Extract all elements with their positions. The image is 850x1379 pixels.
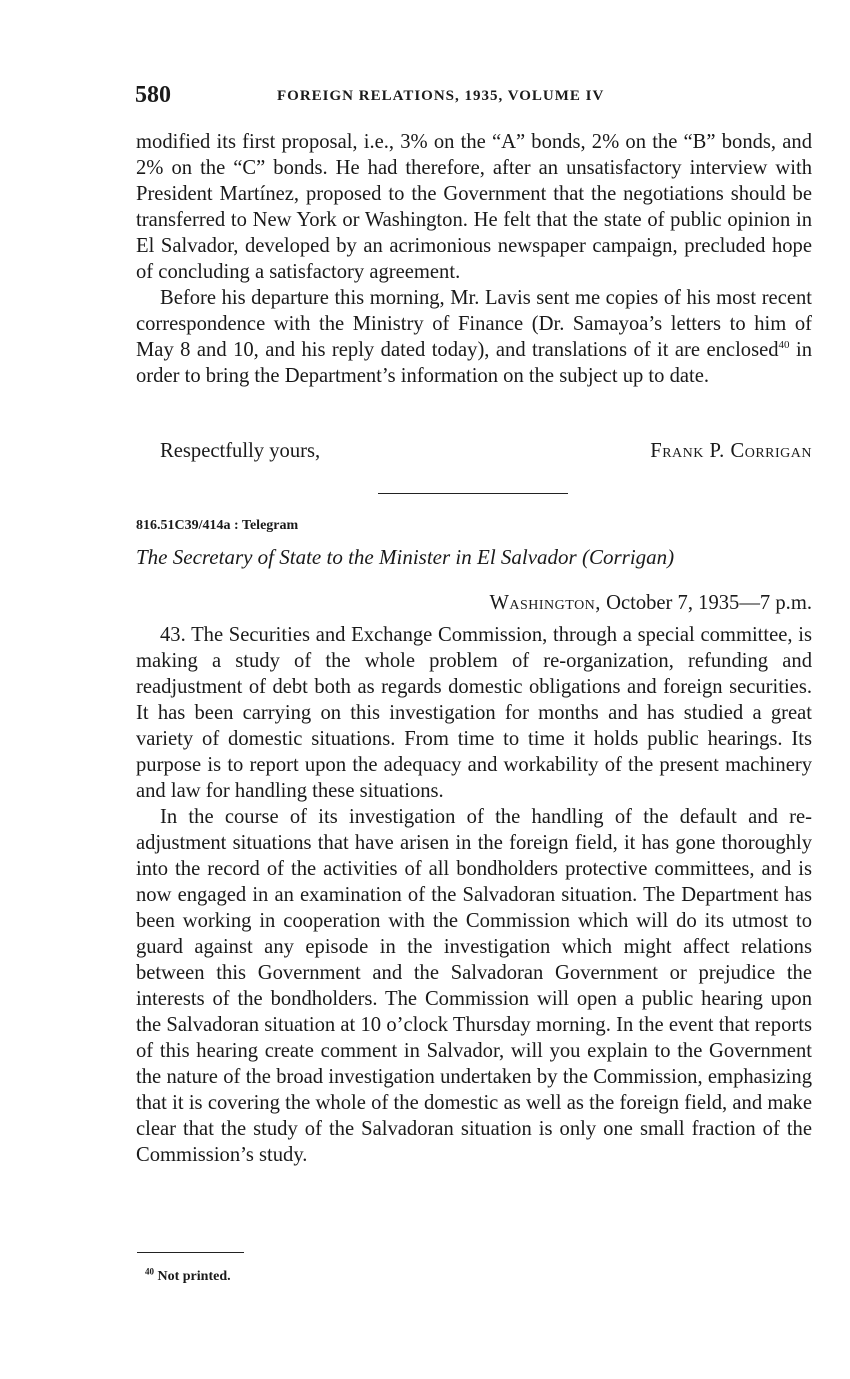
telegram-paragraph-1: 43. The Securities and Exchange Commission, through a special committee, is making a study of the whole problem of re-organization, refunding and readjustment of debt both as regards domestic obligations and foreign securities. It has been carrying on this investigation for months and has studied a great variety of domestic situations. From time to time it holds public hearings. Its purpose is to report upon the adequacy and workability of the present machinery and law for handling these situations. [136, 624, 812, 802]
dateline-city: Washington, [489, 592, 601, 614]
footnote-rule [137, 1252, 244, 1253]
complimentary-close: Respectfully yours, [160, 440, 321, 462]
footnote-text: Not printed. [154, 1269, 231, 1284]
telegram-paragraph-2: In the course of its investigation of the handling of the default and re-adjustment situations that have arisen in the foreign field, it has gone thoroughly into the record of the activities of all bondholders protective committees, and is now engaged in an examination of the Salvadoran situation. The Department has been working in cooperation with the Commission which will do its utmost to guard against any episode in the investigation which might affect relations between this Government and the Salvadoran Government or prejudice the interests of the bondholders. The Commission will open a public hearing upon the Salvadoran situation at 10 o’clock Thursday morning. In the event that reports of this hearing create comment in Salvador, will you explain to the Government the nature of the broad investigation undertaken by the Commission, emphasizing that it is covering the whole of the domestic as well as the foreign field, and make clear that the study of the Salvadoran situation is only one small fraction of the Commission’s study. [136, 806, 812, 1166]
file-number: 816.51C39/414a : Telegram [136, 518, 299, 533]
page-number: 580 [135, 82, 171, 108]
footnote [145, 1266, 231, 1285]
signature: Frank P. Corrigan [650, 440, 812, 462]
footnote-reference: 40 [778, 339, 790, 352]
paragraph-2-text-b: in order to bring the Department’s information on the subject up to date. [136, 339, 813, 387]
document-title: The Secretary of State to the Minister in El Salvador (Corrigan) [136, 545, 675, 569]
paragraph-2-text-a: Before his departure this morning, Mr. Lavis sent me copies of his most recent correspondence with the Ministry of Finance (Dr. Samayoa’s letters to him of May 8 and 10, and his reply dated today), and translations of it are enclosed [136, 287, 812, 361]
letter-closing [136, 440, 812, 466]
continuation-paragraph-1: modified its first proposal, i.e., 3% on the “A” bonds, 2% on the “B” bonds, and 2% on the “C” bonds. He had therefore, after an unsatisfactory interview with President Martínez, proposed to the Government that the negotiations should be transferred to New York or Washington. He felt that the state of public opinion in El Salvador, developed by an acrimonious newspaper campaign, precluded hope of concluding a satisfactory agreement. [136, 131, 812, 283]
footnote-number: 40 [145, 1266, 154, 1277]
running-head: FOREIGN RELATIONS, 1935, VOLUME IV [277, 88, 605, 104]
continuation-text [136, 129, 812, 389]
section-divider [378, 493, 568, 494]
continuation-paragraph-2 [136, 285, 812, 389]
page-header [135, 82, 815, 112]
dateline [489, 592, 812, 615]
telegram-text [136, 622, 812, 1168]
dateline-date: October 7, 1935—7 p.m. [600, 592, 812, 614]
